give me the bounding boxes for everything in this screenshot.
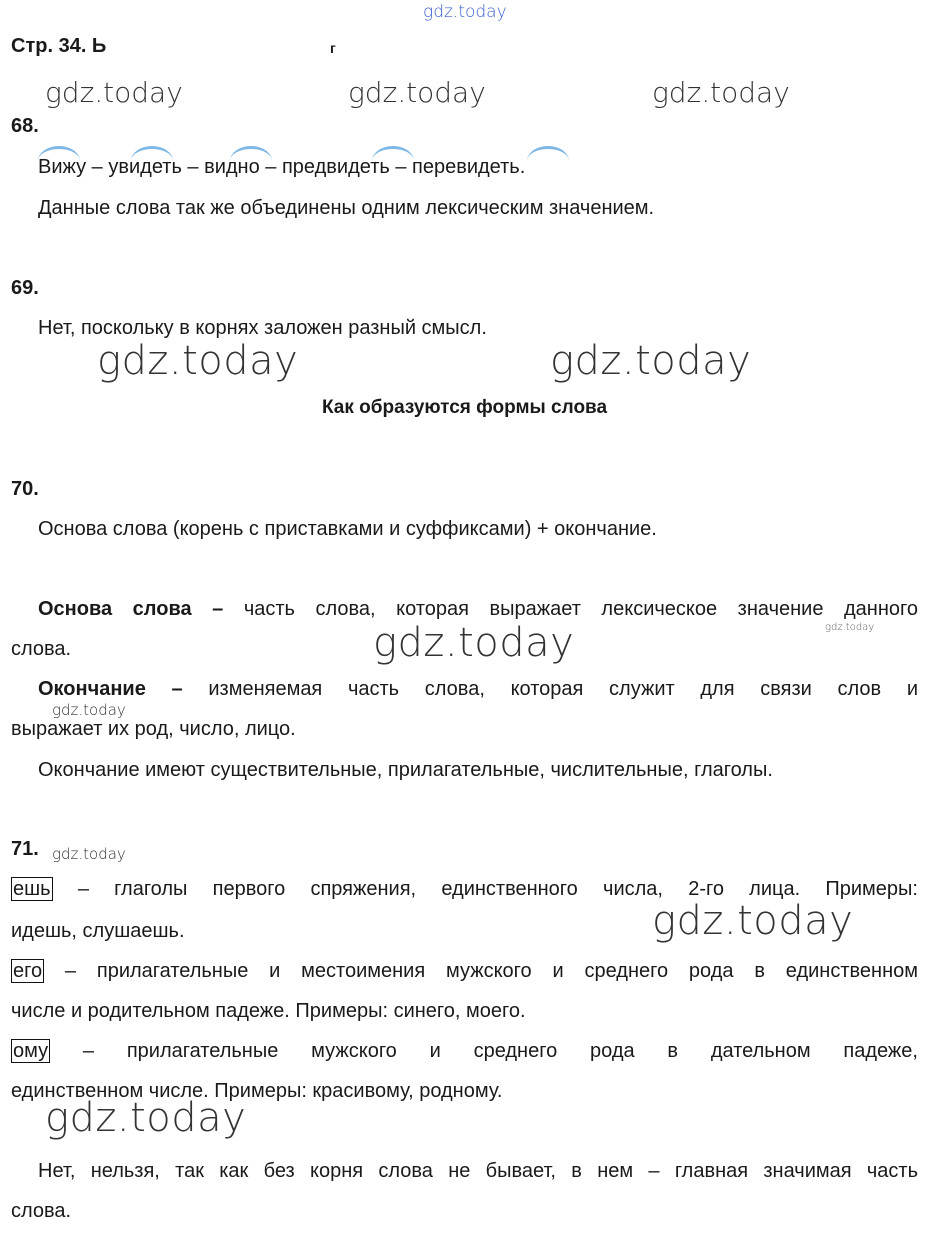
term-okonchanie: Окончание –: [38, 678, 183, 700]
ex71-item-2-continued: числе и родительном падеже. Примеры: синего, моего.: [11, 1000, 526, 1022]
okonch-text: изменяемая часть слова, которая служит для связи слов и: [182, 678, 918, 700]
watermark: gdz.today: [373, 620, 575, 666]
watermark: gdz.today: [652, 898, 854, 944]
ending-box-ego: его: [13, 960, 43, 982]
page-reference: Стр. 34. Ь: [11, 35, 107, 57]
ex70-line-1: Основа слова (корень с приставками и суффиксами) + окончание.: [38, 518, 657, 540]
watermark-top: gdz.today: [423, 2, 507, 22]
watermark: gdz.today: [52, 701, 126, 719]
ex70-okonch-continued: выражает их род, число, лицо.: [11, 718, 296, 740]
header-mark: г: [330, 40, 336, 56]
ex71-item-1-continued: идешь, слушаешь.: [11, 920, 185, 942]
watermark: gdz.today: [825, 622, 875, 633]
section-title: Как образуются формы слова: [321, 397, 608, 418]
watermark: gdz.today: [97, 338, 299, 384]
ex69-line-1: Нет, поскольку в корнях заложен разный смысл.: [38, 317, 487, 339]
item3-text: – прилагательные мужского и среднего рода в дательном падеже,: [50, 1040, 918, 1062]
watermark: gdz.today: [52, 845, 126, 863]
watermark: gdz.today: [348, 76, 486, 109]
ending-box-omu: ому: [13, 1040, 49, 1062]
exercise-number-70: 70.: [11, 478, 39, 500]
ending-box-esh: ешь: [13, 878, 51, 900]
ex71-item-2: [11, 959, 918, 983]
term-osnova: Основа слова –: [38, 598, 224, 620]
watermark: gdz.today: [550, 338, 752, 384]
ex68-line-1: Вижу – увидеть – видно – предвидеть – перевидеть.: [38, 156, 526, 178]
exercise-number-69: 69.: [11, 277, 39, 299]
watermark: gdz.today: [45, 1095, 247, 1141]
ex71-final-line-1: Нет, нельзя, так как без корня слова не бывает, в нем – главная значимая часть: [38, 1160, 918, 1182]
item1-text: – глаголы первого спряжения, единственного числа, 2-го лица. Примеры:: [52, 878, 918, 900]
ex71-item-3-continued: единственном числе. Примеры: красивому, родному.: [11, 1080, 503, 1102]
ex70-osnova-definition: [11, 597, 918, 621]
osnova-text: часть слова, которая выражает лексическое значение данного: [223, 598, 918, 620]
root-arc-icon: [527, 146, 569, 161]
ex71-item-3: [11, 1039, 918, 1063]
ex70-okonch-definition: [11, 677, 918, 701]
ex70-line-last: Окончание имеют существительные, прилагательные, числительные, глаголы.: [38, 759, 773, 781]
watermark: gdz.today: [45, 76, 183, 109]
exercise-number-71: 71.: [11, 838, 39, 860]
watermark: gdz.today: [652, 76, 790, 109]
ex71-final-line-2: слова.: [11, 1200, 72, 1222]
ex68-line-2: Данные слова так же объединены одним лексическим значением.: [38, 197, 655, 219]
ex70-osnova-continued: слова.: [11, 638, 72, 660]
item2-text: – прилагательные и местоимения мужского и среднего рода в единственном: [44, 960, 918, 982]
exercise-number-68: 68.: [11, 115, 39, 137]
